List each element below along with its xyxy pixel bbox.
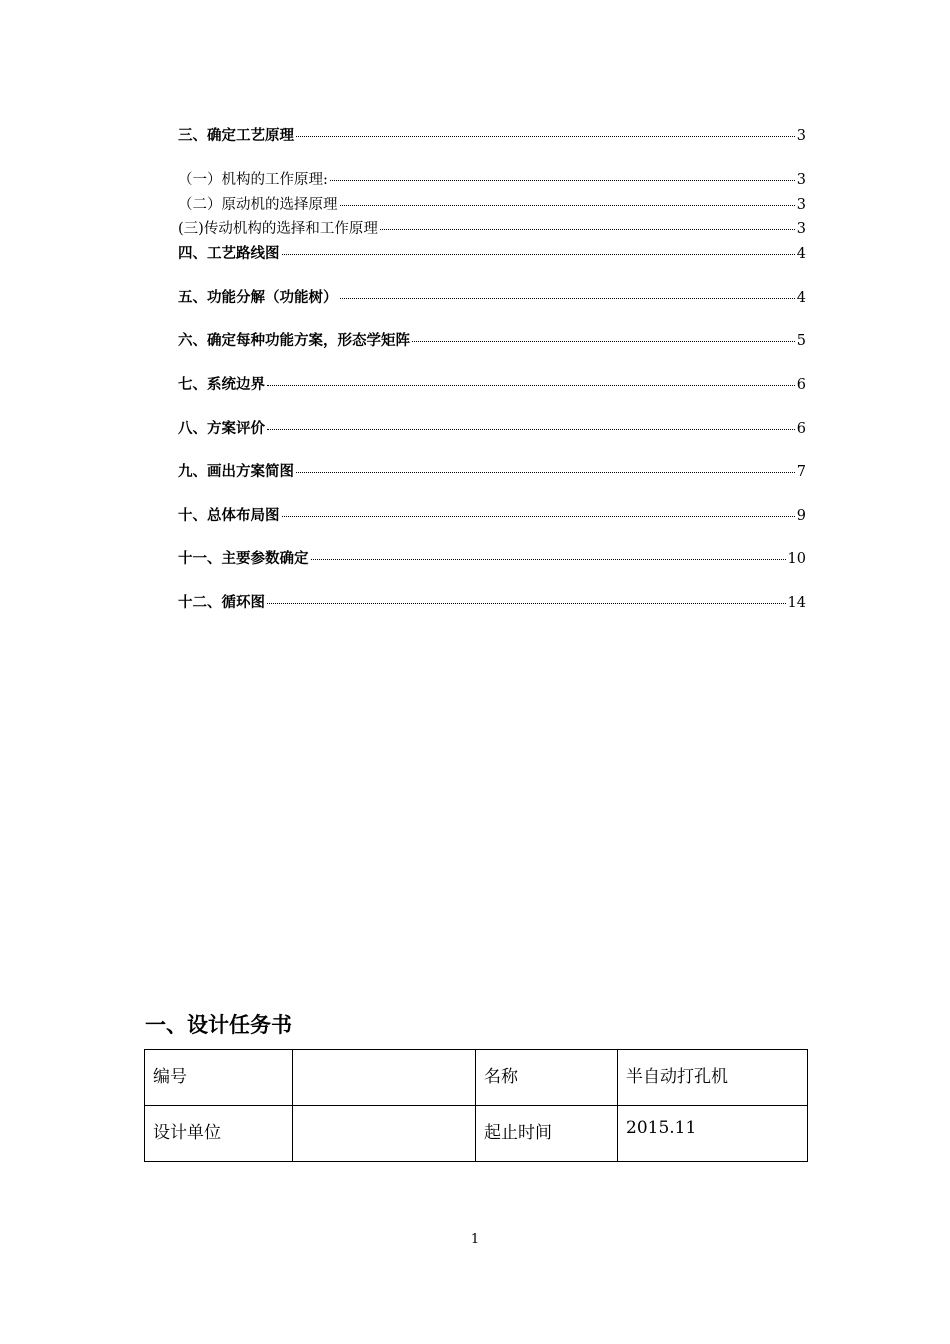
section-heading: 一、设计任务书 (145, 1012, 292, 1037)
toc-title: (三)传动机构的选择和工作原理 (178, 221, 378, 237)
toc-page: 14 (787, 595, 806, 611)
toc-leader (340, 297, 795, 299)
toc-title: 六、确定每种功能方案，形态学矩阵 (178, 332, 410, 349)
toc-entry[interactable] (178, 419, 806, 439)
toc-leader (330, 179, 795, 181)
toc-entry[interactable] (178, 462, 806, 482)
toc-entry[interactable] (178, 288, 806, 308)
toc-page: 9 (796, 508, 806, 524)
toc-leader (296, 471, 795, 473)
toc-entry[interactable] (178, 170, 806, 190)
toc-title: 十、总体布局图 (178, 507, 280, 524)
toc-page: 3 (796, 128, 806, 144)
toc-entry[interactable] (178, 549, 806, 569)
toc-page: 3 (796, 197, 806, 213)
table-cell: 2015.11 (618, 1106, 808, 1162)
toc-title: 三、确定工艺原理 (178, 127, 294, 144)
table-row (145, 1106, 808, 1162)
toc-leader (340, 204, 795, 206)
toc-title: （一）机构的工作原理: (178, 172, 328, 188)
toc-page: 4 (796, 246, 806, 262)
toc-page: 6 (796, 421, 806, 437)
toc-leader (282, 515, 795, 517)
table-cell: 名称 (476, 1050, 618, 1106)
toc-page: 3 (796, 172, 806, 188)
page-number: 1 (470, 1232, 480, 1247)
toc-leader (296, 135, 795, 137)
toc-page: 6 (796, 377, 806, 393)
table-cell: 编号 (145, 1050, 293, 1106)
toc-leader (412, 340, 795, 342)
toc-leader (267, 428, 795, 430)
table-cell: 半自动打孔机 (618, 1050, 808, 1106)
toc-entry[interactable] (178, 593, 806, 613)
toc-entry[interactable] (178, 195, 806, 215)
table-cell[interactable] (293, 1050, 476, 1106)
toc-title: 七、系统边界 (178, 376, 265, 393)
toc-entry[interactable] (178, 219, 806, 239)
toc-page: 5 (796, 333, 806, 349)
toc-page: 10 (787, 551, 806, 567)
toc-entry[interactable] (178, 375, 806, 395)
table-row (145, 1050, 808, 1106)
toc-title: 四、工艺路线图 (178, 245, 280, 262)
toc-leader (282, 253, 795, 255)
toc-entry[interactable] (178, 244, 806, 264)
toc-page: 4 (796, 290, 806, 306)
toc-leader (380, 228, 795, 230)
table-cell: 起止时间 (476, 1106, 618, 1162)
toc-title: 八、方案评价 (178, 420, 265, 437)
toc-entry[interactable] (178, 506, 806, 526)
toc-entry[interactable] (178, 126, 806, 146)
toc-title: （二）原动机的选择原理 (178, 197, 338, 213)
toc-title: 十二、循环图 (178, 594, 265, 611)
toc-leader (267, 602, 786, 604)
toc-title: 九、画出方案简图 (178, 463, 294, 480)
toc-page: 3 (796, 221, 806, 237)
toc-title: 十一、主要参数确定 (178, 550, 309, 567)
toc-page: 7 (796, 464, 806, 480)
table-cell[interactable] (293, 1106, 476, 1162)
toc-title: 五、功能分解（功能树） (178, 289, 338, 306)
table-cell: 设计单位 (145, 1106, 293, 1162)
toc-leader (267, 384, 795, 386)
toc-leader (311, 558, 786, 560)
toc-entry[interactable] (178, 331, 806, 351)
design-task-table (144, 1049, 808, 1162)
